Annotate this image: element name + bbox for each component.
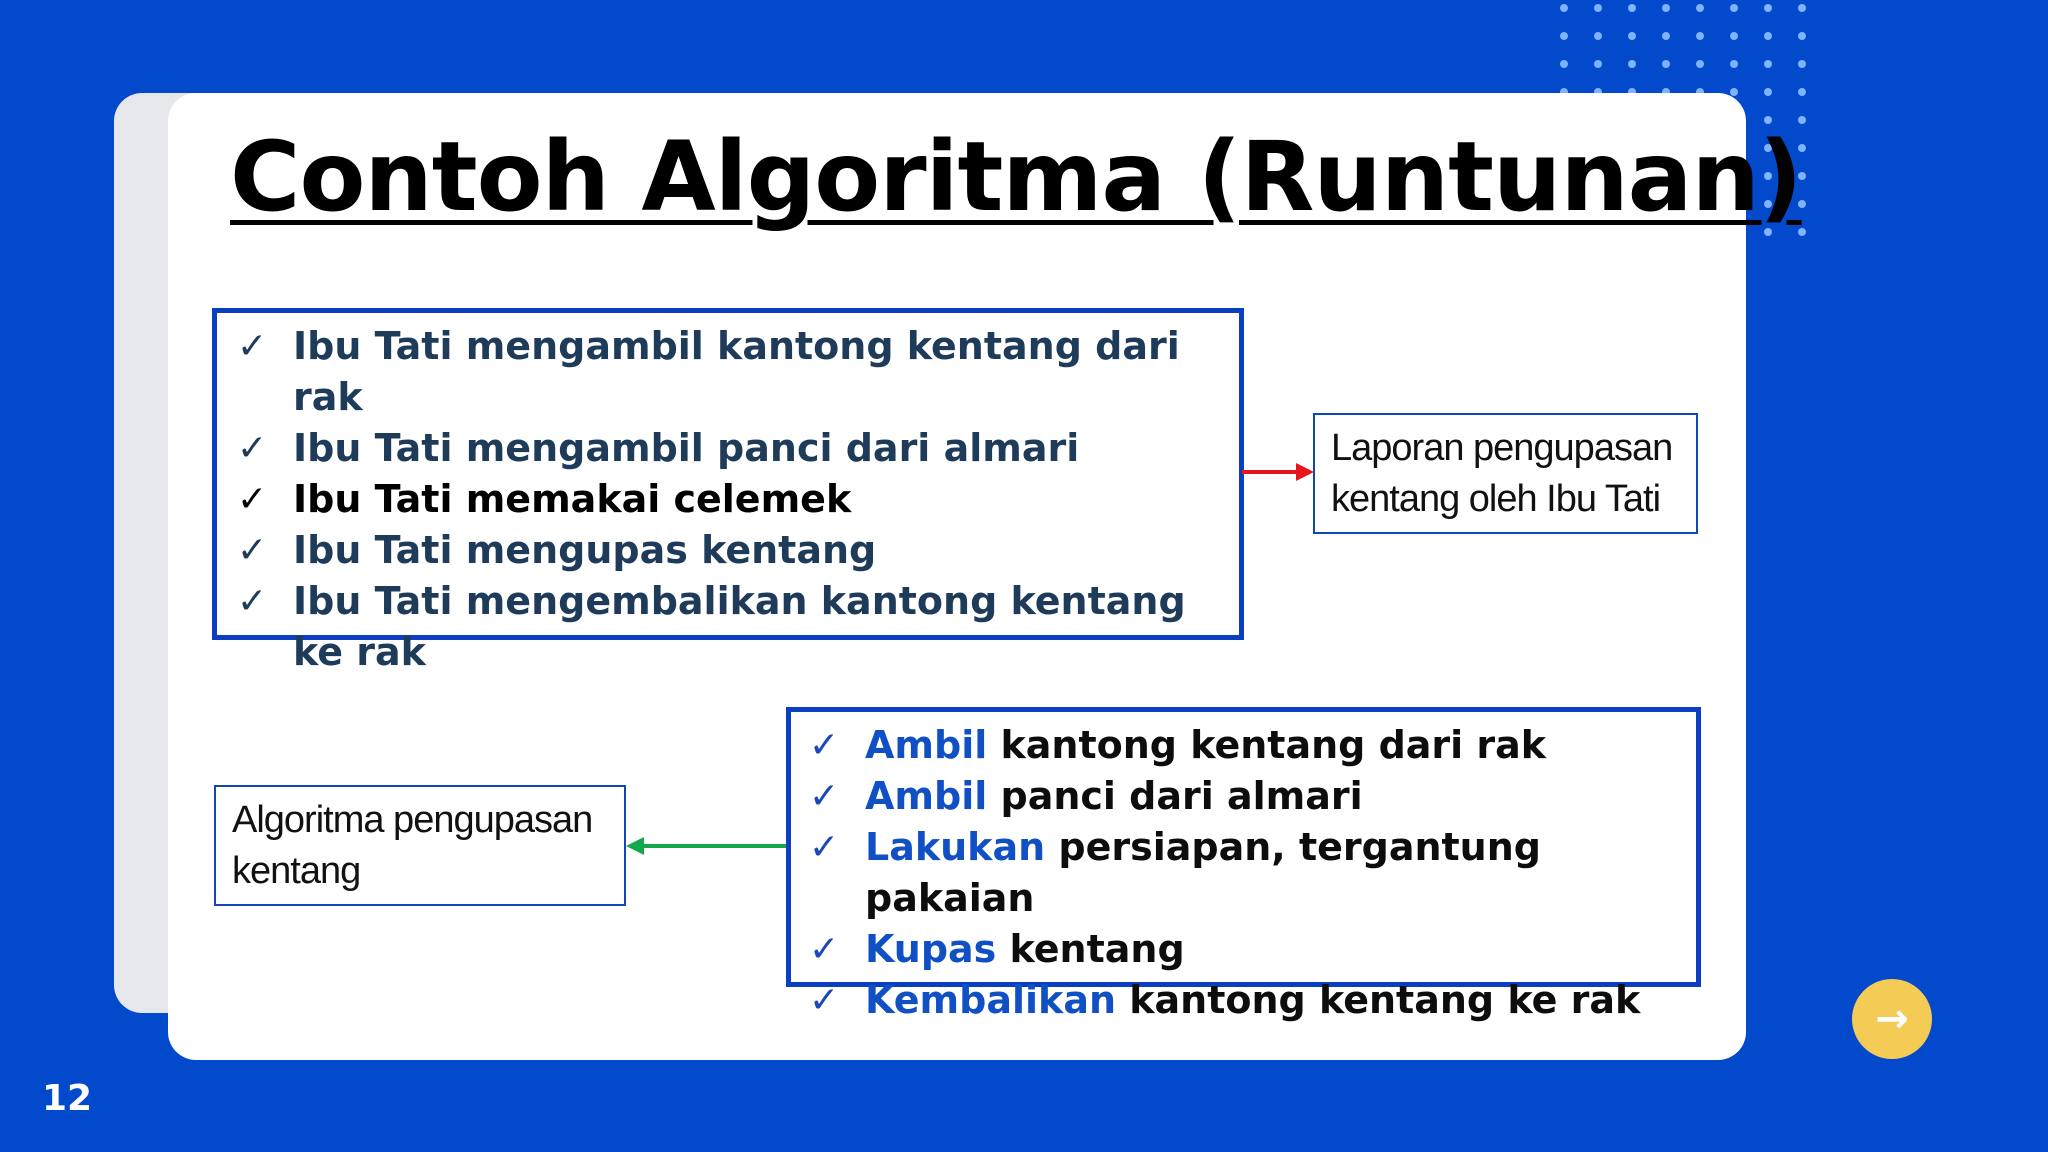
algorithm-label: Algoritma pengupasan kentang	[214, 785, 626, 906]
algorithm-step	[809, 975, 1682, 1026]
check-icon: ✓	[809, 827, 840, 868]
step-text: Ibu Tati mengupas kentang	[293, 528, 877, 572]
algorithm-step	[809, 720, 1682, 771]
step-item	[237, 576, 1219, 678]
decorative-dot	[1594, 4, 1602, 12]
step-verb: Kembalikan	[865, 978, 1117, 1022]
algorithm-step	[809, 822, 1682, 924]
step-text: Ibu Tati mengembalikan kantong kentang ke rak	[293, 579, 1186, 674]
decorative-dot	[1730, 60, 1738, 68]
step-verb: Ambil	[865, 723, 988, 767]
step-item	[237, 474, 1219, 525]
step-text: Ibu Tati mengambil kantong kentang dari rak	[293, 324, 1180, 419]
slide-title: Contoh Algoritma (Runtunan)	[230, 121, 1802, 233]
decorative-dot	[1662, 32, 1670, 40]
step-verb: Lakukan	[865, 825, 1046, 869]
check-icon: ✓	[809, 776, 840, 817]
check-icon: ✓	[809, 980, 840, 1021]
decorative-dot	[1798, 32, 1806, 40]
step-text: Ibu Tati mengambil panci dari almari	[293, 426, 1080, 470]
check-icon: ✓	[237, 530, 268, 571]
algorithm-box	[786, 707, 1701, 1022]
decorative-dot	[1594, 60, 1602, 68]
step-text: Ibu Tati memakai celemek	[293, 477, 852, 521]
decorative-dot	[1798, 4, 1806, 12]
decorative-dot	[1628, 60, 1636, 68]
decorative-dot	[1696, 4, 1704, 12]
step-item	[237, 321, 1219, 423]
decorative-dot	[1628, 32, 1636, 40]
decorative-dot	[1730, 4, 1738, 12]
arrow-left-icon	[624, 834, 788, 858]
decorative-dot	[1594, 32, 1602, 40]
decorative-dot	[1560, 60, 1568, 68]
decorative-dot	[1628, 4, 1636, 12]
decorative-dot	[1798, 60, 1806, 68]
check-icon: ✓	[237, 326, 268, 367]
arrow-right-icon: →	[1875, 996, 1909, 1042]
decorative-dot	[1764, 4, 1772, 12]
steps-box	[212, 308, 1244, 674]
check-icon: ✓	[809, 929, 840, 970]
decorative-dot	[1764, 88, 1772, 96]
check-icon: ✓	[237, 581, 268, 622]
check-icon: ✓	[809, 725, 840, 766]
decorative-dot	[1798, 88, 1806, 96]
step-rest: panci dari almari	[987, 774, 1363, 818]
step-verb: Ambil	[865, 774, 988, 818]
step-item	[237, 423, 1219, 474]
step-verb: Kupas	[865, 927, 997, 971]
decorative-dot	[1662, 4, 1670, 12]
report-label: Laporan pengupasan kentang oleh Ibu Tati	[1313, 413, 1698, 534]
decorative-dot	[1730, 32, 1738, 40]
decorative-dot	[1764, 60, 1772, 68]
check-icon: ✓	[237, 479, 268, 520]
decorative-dot	[1560, 32, 1568, 40]
algorithm-step	[809, 924, 1682, 975]
next-slide-button[interactable]	[1852, 979, 1932, 1059]
decorative-dot	[1696, 60, 1704, 68]
step-rest: kentang	[996, 927, 1185, 971]
decorative-dot	[1560, 4, 1568, 12]
arrow-right-icon	[1242, 460, 1314, 484]
decorative-dot	[1696, 32, 1704, 40]
decorative-dot	[1730, 88, 1738, 96]
decorative-dot	[1764, 32, 1772, 40]
algorithm-step	[809, 771, 1682, 822]
page-number: 12	[42, 1078, 93, 1119]
step-rest: kantong kentang dari rak	[987, 723, 1547, 767]
decorative-dot	[1662, 60, 1670, 68]
check-icon: ✓	[237, 428, 268, 469]
step-item	[237, 525, 1219, 576]
step-rest: kantong kentang ke rak	[1116, 978, 1641, 1022]
step-rest: persiapan, tergantung pakaian	[865, 825, 1541, 920]
